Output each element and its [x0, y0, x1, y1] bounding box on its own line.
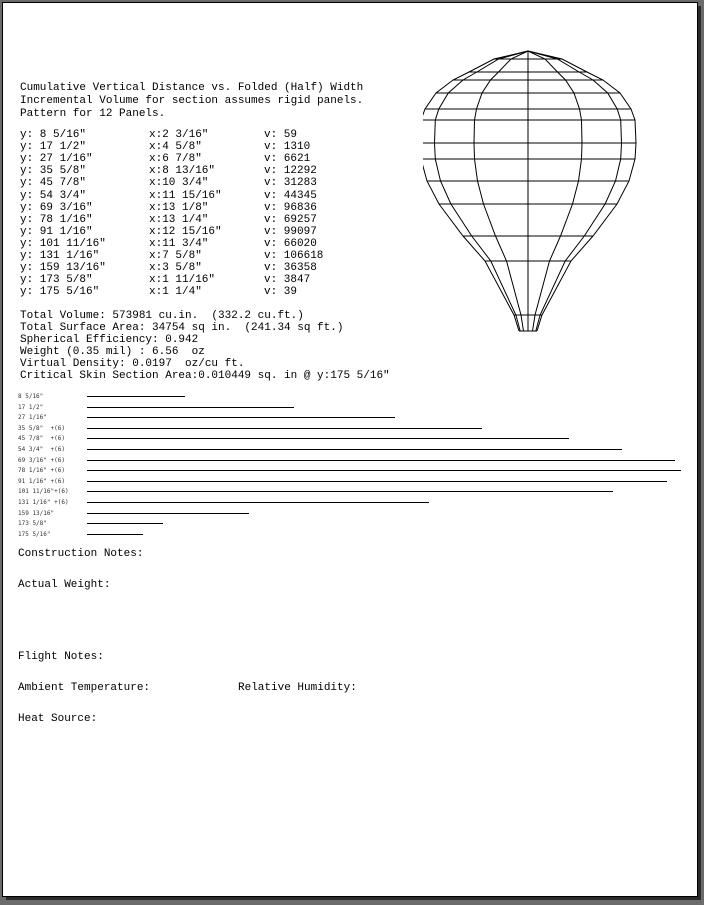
table-row: [20, 129, 400, 141]
row-y-value: y: 91 1/16": [20, 225, 93, 238]
row-y-value: y: 159 13/16": [20, 262, 106, 275]
panel-row-label: 69 3/16" +(6): [18, 456, 65, 464]
row-x-value: x:11 3/4": [149, 237, 209, 250]
table-row: [20, 262, 400, 274]
critical-skin-area: Critical Skin Section Area:0.010449 sq. in @ y:175 5/16": [20, 370, 390, 382]
row-y-value: y: 173 5/8": [20, 274, 93, 287]
row-v-value: v: 106618: [264, 250, 324, 262]
panel-row-label: 27 1/16": [18, 414, 47, 422]
panel-width-line: [87, 417, 395, 418]
panel-row-label: 17 1/2": [18, 403, 44, 411]
panel-row-label: 8 5/16": [18, 393, 44, 400]
panel-row-label: 54 3/4" +(6): [18, 446, 65, 453]
row-v-value: v: 31283: [264, 177, 317, 190]
row-v-value: v: 36358: [264, 262, 317, 275]
row-v-value: v: 12292: [264, 165, 317, 178]
panel-width-line: [87, 523, 163, 524]
row-x-value: x:2 3/16": [149, 129, 209, 141]
relative-humidity-label: Relative Humidity:: [238, 682, 357, 694]
header-line-1: Cumulative Vertical Distance vs. Folded (Half) Width: [20, 82, 364, 94]
table-row: [20, 190, 400, 202]
panel-width-line: [87, 438, 569, 439]
table-row: [20, 165, 400, 177]
panel-width-line: [87, 428, 482, 429]
row-y-value: y: 45 7/8": [20, 177, 87, 190]
panel-row-label: 78 1/16" +(6): [18, 467, 65, 475]
table-row: [20, 274, 400, 286]
panel-width-line: [87, 407, 294, 408]
document-page: [2, 2, 698, 897]
row-y-value: y: 35 5/8": [20, 165, 87, 178]
construction-notes-label: Construction Notes:: [18, 548, 144, 560]
panel-row-label: 159 13/16": [18, 509, 55, 517]
row-y-value: y: 27 1/16": [20, 153, 93, 166]
panel-width-line: [87, 396, 185, 397]
row-v-value: v: 59: [264, 129, 298, 141]
table-row: [20, 226, 400, 238]
row-x-value: x:1 1/4": [149, 286, 202, 299]
row-x-value: x:13 1/4": [149, 213, 209, 226]
panel-row-label: 45 7/8" +(6): [18, 435, 65, 443]
virtual-density: Virtual Density: 0.0197 oz/cu ft.: [20, 358, 245, 370]
row-v-value: v: 99097: [264, 225, 317, 238]
row-x-value: x:1 11/16": [149, 274, 216, 287]
row-x-value: x:11 15/16": [149, 189, 222, 202]
panel-width-line: [87, 470, 681, 471]
total-volume: Total Volume: 573981 cu.in. (332.2 cu.ft.): [20, 310, 304, 322]
panel-width-line: [87, 534, 143, 535]
panel-width-line: [87, 491, 613, 492]
row-v-value: v: 66020: [264, 237, 317, 250]
table-row: [20, 202, 400, 214]
panel-width-line: [87, 513, 249, 514]
row-v-value: v: 96836: [264, 201, 317, 214]
table-row: [20, 141, 400, 153]
ambient-temperature-label: Ambient Temperature:: [18, 682, 151, 694]
table-row: [20, 238, 400, 250]
row-x-value: x:10 3/4": [149, 177, 209, 190]
table-row: [20, 177, 400, 189]
flight-notes-label: Flight Notes:: [18, 651, 104, 663]
row-y-value: y: 175 5/16": [20, 286, 100, 299]
row-y-value: y: 54 3/4": [20, 189, 87, 202]
panel-width-line: [87, 502, 429, 503]
row-y-value: y: 69 3/16": [20, 201, 93, 214]
row-v-value: v: 69257: [264, 213, 317, 226]
row-v-value: v: 1310: [264, 141, 311, 154]
summary-block: [20, 310, 390, 382]
row-x-value: x:6 7/8": [149, 153, 202, 166]
row-y-value: y: 8 5/16": [20, 129, 87, 141]
row-x-value: x:7 5/8": [149, 250, 202, 262]
panel-width-line: [87, 460, 675, 461]
row-v-value: v: 6621: [264, 153, 311, 166]
panel-row-label: 175 5/16": [18, 530, 51, 538]
total-surface-area: Total Surface Area: 34754 sq in. (241.34 sq ft.): [20, 322, 344, 334]
table-row: [20, 250, 400, 262]
report-header: [20, 82, 363, 121]
spherical-efficiency: Spherical Efficiency: 0.942: [20, 334, 199, 346]
actual-weight-label: Actual Weight:: [18, 579, 111, 591]
table-row: [20, 286, 400, 298]
row-y-value: y: 131 1/16": [20, 250, 100, 262]
panel-row-label: 35 5/8" +(6): [18, 424, 65, 432]
weight: Weight (0.35 mil) : 6.56 oz: [20, 346, 205, 358]
row-x-value: x:8 13/16": [149, 165, 216, 178]
panel-row-label: 101 11/16"+(6): [18, 488, 69, 496]
row-y-value: y: 17 1/2": [20, 141, 87, 154]
panel-row-label: 173 5/8": [18, 520, 47, 528]
row-x-value: x:3 5/8": [149, 262, 202, 275]
panel-width-line: [87, 481, 667, 482]
panel-row-label: 91 1/16" +(6): [18, 477, 65, 485]
row-x-value: x:13 1/8": [149, 201, 209, 214]
heat-source-label: Heat Source:: [18, 713, 98, 725]
balloon-diagram: [423, 47, 639, 339]
panel-row-label: 131 1/16" +(6): [18, 499, 69, 506]
row-y-value: y: 101 11/16": [20, 237, 106, 250]
row-v-value: v: 3847: [264, 274, 311, 287]
table-row: [20, 153, 400, 165]
row-v-value: v: 39: [264, 286, 298, 299]
header-line-3: Pattern for 12 Panels.: [20, 108, 166, 120]
row-x-value: x:4 5/8": [149, 141, 202, 154]
panel-width-line: [87, 449, 622, 450]
table-row: [20, 214, 400, 226]
row-x-value: x:12 15/16": [149, 225, 222, 238]
row-v-value: v: 44345: [264, 189, 317, 202]
header-line-2: Incremental Volume for section assumes rigid panels.: [20, 95, 364, 107]
row-y-value: y: 78 1/16": [20, 213, 93, 226]
